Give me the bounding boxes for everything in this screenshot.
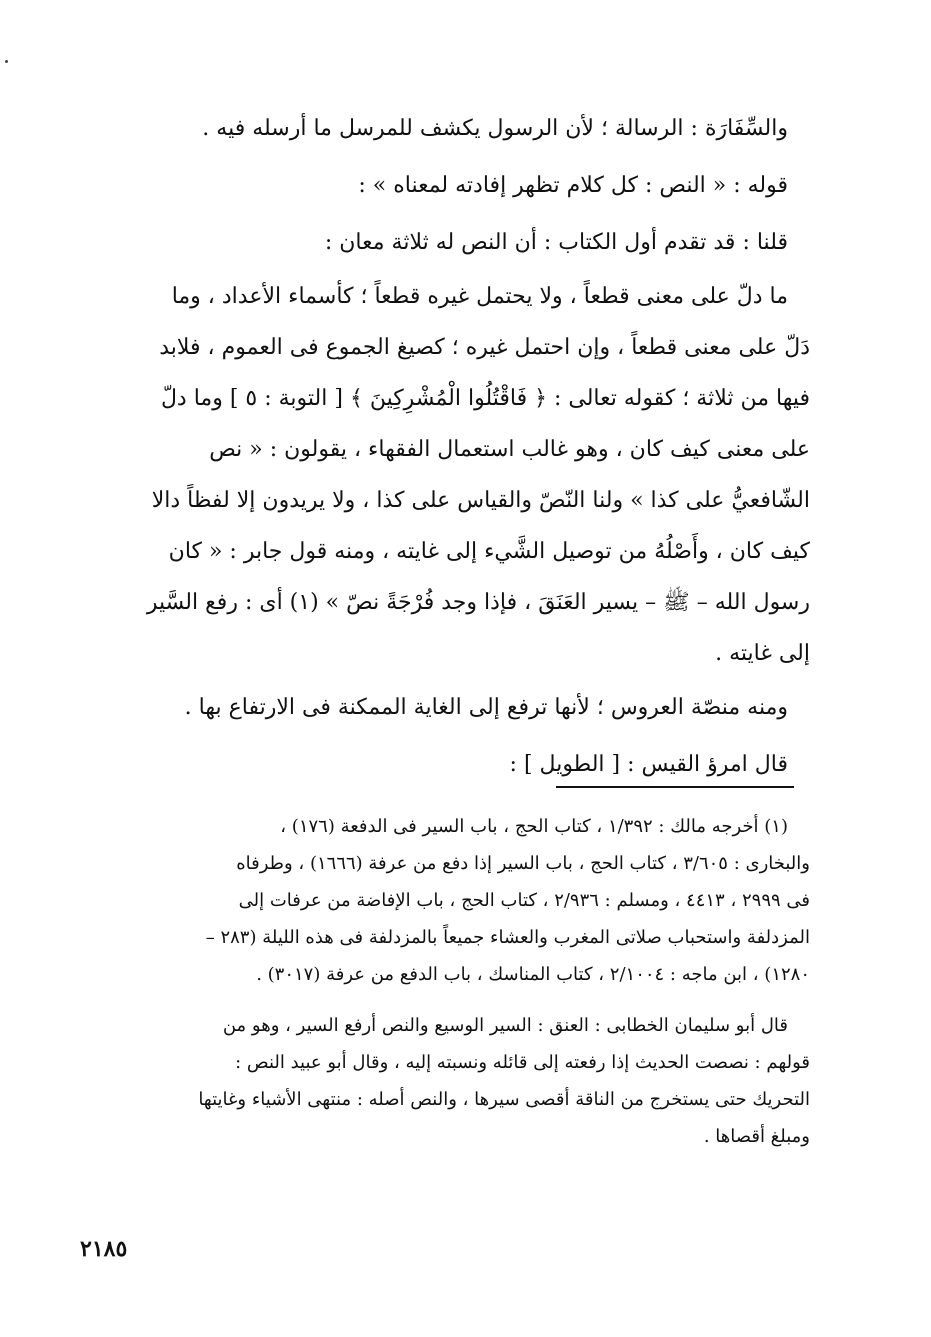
footnotes <box>80 808 810 1155</box>
footnote-line: قال أبو سليمان الخطابى : العنق : السير الوسيع والنص أرفع السير ، وهو من <box>222 1015 788 1036</box>
footnote-line: (١) أخرجه مالك : ١/٣٩٢ ، كتاب الحج ، باب السير فى الدفعة (١٧٦) ، <box>280 816 788 837</box>
text-line: على معنى كيف كان ، وهو غالب استعمال الفقهاء ، يقولون : « نص <box>209 437 810 462</box>
main-text <box>80 100 810 793</box>
text-line: ما دلّ على معنى قطعاً ، ولا يحتمل غيره قطعاً ؛ كأسماء الأعداد ، وما <box>171 284 788 309</box>
text-line: رسول الله – ﷺ – يسير العَنَقَ ، فإذا وجد فُرْجَةً نصّ » (١) أى : رفع السَّير <box>146 590 810 615</box>
footnote-line: التحريك حتى يستخرج من الناقة أقصى سيرها ، والنص أصله : منتهى الأشياء وغايتها <box>198 1089 810 1110</box>
footnote-gap <box>80 993 810 1007</box>
footnote-line: والبخارى : ٣/٦٠٥ ، كتاب الحج ، باب السير إذا دفع من عرفة (١٦٦٦) ، وطرفاه <box>236 853 810 874</box>
footnote-line: المزدلفة واستحباب صلاتى المغرب والعشاء جميعاً بالمزدلفة فى هذه الليلة (٢٨٣ – <box>205 927 810 948</box>
text-line: ومنه منصّة العروس ؛ لأنها ترفع إلى الغاية الممكنة فى الارتفاع بها . <box>184 695 788 720</box>
text-line: قال امرؤ القيس : [ الطويل ] : <box>509 752 788 777</box>
text-line: فيها من ثلاثة ؛ كقوله تعالى : ﴿ فَاقْتُلُوا الْمُشْرِكِينَ ﴾ [ التوبة : ٥ ] وما دلّ <box>160 386 810 411</box>
text-line: قوله : « النص : كل كلام تظهر إفادته لمعناه » : <box>358 173 788 198</box>
footnote-divider <box>556 786 794 788</box>
footnote-line: فى ٢٩٩٩ ، ٤٤١٣ ، ومسلم : ٢/٩٣٦ ، كتاب الحج ، باب الإفاضة من عرفات إلى <box>238 890 810 911</box>
text-line: إلى غايته . <box>715 641 810 666</box>
footnote-line: قولهم : نصصت الحديث إذا رفعته إلى قائله ونسبته إليه ، وقال أبو عبيد النص : <box>235 1052 810 1073</box>
text-line: دَلّ على معنى قطعاً ، وإن احتمل غيره ؛ كصيغ الجموع فى العموم ، فلابد <box>159 335 810 360</box>
page-number: ٢١٨٥ <box>80 1236 128 1262</box>
text-line: قلنا : قد تقدم أول الكتاب : أن النص له ثلاثة معان : <box>324 230 788 255</box>
footnote-line: ومبلغ أقصاها . <box>703 1126 810 1147</box>
footnote-line: ١٢٨٠) ، ابن ماجه : ٢/١٠٠٤ ، كتاب المناسك ، باب الدفع من عرفة (٣٠١٧) . <box>256 964 810 985</box>
scan-speck <box>5 60 8 63</box>
text-line: الشّافعيُّ على كذا » ولنا النّصّ والقياس على كذا ، ولا يريدون إلا لفظاً دالا <box>151 488 810 513</box>
text-line: كيف كان ، وأَصْلُهُ من توصيل الشَّيء إلى غايته ، ومنه قول جابر : « كان <box>168 539 810 564</box>
text-line: والسِّفَارَة : الرسالة ؛ لأن الرسول يكشف للمرسل ما أرسله فيه . <box>202 116 788 141</box>
